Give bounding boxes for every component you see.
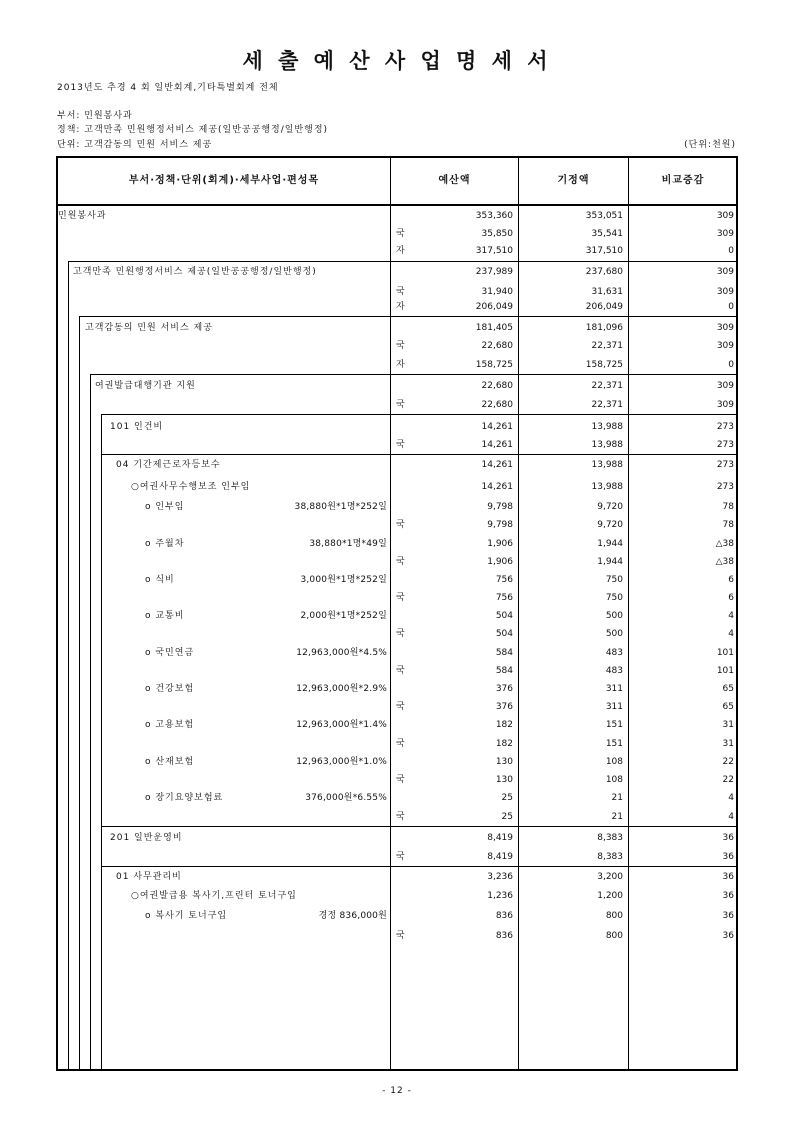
row-separator <box>68 261 738 262</box>
item-label: 01 사무관리비 <box>116 872 182 882</box>
prior-amount: 13,988 <box>591 482 623 492</box>
item-label: o 건강보험 <box>145 684 195 694</box>
difference-amount: 0 <box>728 360 734 370</box>
fund-subtotal-row <box>0 738 794 750</box>
item-label: o 장기요양보험료 <box>145 793 224 803</box>
budget-amount: 206,049 <box>475 302 513 312</box>
calculation-detail: 12,963,000원*1.4% <box>296 720 387 730</box>
budget-amount: 756 <box>495 575 513 585</box>
prior-amount: 1,944 <box>597 539 623 549</box>
prior-amount: 500 <box>605 611 623 621</box>
prior-amount: 181,096 <box>585 323 623 333</box>
difference-amount: 22 <box>722 775 734 785</box>
prior-amount: 311 <box>605 684 623 694</box>
item-label: 101 인건비 <box>110 422 164 432</box>
header-budget: 예산액 <box>438 175 471 186</box>
budget-amount: 8,419 <box>487 852 513 862</box>
budget-amount: 237,989 <box>475 267 513 277</box>
budget-amount: 504 <box>495 629 513 639</box>
budget-item-row <box>0 421 794 433</box>
difference-amount: 36 <box>722 852 734 862</box>
budget-item-row <box>0 459 794 471</box>
difference-amount: 31 <box>722 720 734 730</box>
difference-amount: 273 <box>716 422 734 432</box>
budget-item-row <box>0 481 794 493</box>
fund-subtotal-row <box>0 439 794 451</box>
difference-amount: 309 <box>716 323 734 333</box>
difference-amount: 6 <box>728 593 734 603</box>
prior-amount: 483 <box>605 666 623 676</box>
budget-item-row <box>0 210 794 222</box>
difference-amount: 65 <box>722 702 734 712</box>
fund-subtotal-row <box>0 556 794 568</box>
prior-amount: 108 <box>605 757 623 767</box>
row-separator <box>101 454 738 455</box>
budget-amount: 14,261 <box>481 460 513 470</box>
budget-amount: 22,680 <box>481 400 513 410</box>
item-label: 고객감동의 민원 서비스 제공 <box>85 323 213 333</box>
prior-amount: 9,720 <box>597 502 623 512</box>
prior-amount: 800 <box>605 911 623 921</box>
fund-code: 국 <box>396 229 405 239</box>
difference-amount: 31 <box>722 739 734 749</box>
fund-code: 국 <box>396 931 405 941</box>
item-label: ○여권사무수행보조 인부임 <box>131 482 251 492</box>
fund-code: 국 <box>396 629 405 639</box>
header-divider <box>56 204 738 206</box>
budget-amount: 8,419 <box>487 833 513 843</box>
budget-item-row <box>0 910 794 922</box>
item-label: 민원봉사과 <box>58 211 107 221</box>
policy-line: 정책: 고객만족 민원행정서비스 제공(일반공공행정/일반행정) <box>57 125 329 135</box>
item-label: o 주월차 <box>145 539 185 549</box>
fund-subtotal-row <box>0 628 794 640</box>
prior-amount: 22,371 <box>591 341 623 351</box>
difference-amount: 309 <box>716 211 734 221</box>
budget-amount: 376 <box>495 702 513 712</box>
budget-item-row <box>0 683 794 695</box>
row-separator <box>101 866 738 867</box>
fund-subtotal-row <box>0 811 794 823</box>
calculation-detail: 3,000원*1명*252일 <box>300 575 387 585</box>
fund-subtotal-row <box>0 359 794 371</box>
budget-amount: 31,940 <box>481 287 513 297</box>
difference-amount: 4 <box>728 611 734 621</box>
budget-amount: 14,261 <box>481 482 513 492</box>
difference-amount: 36 <box>722 931 734 941</box>
prior-amount: 21 <box>611 812 623 822</box>
prior-amount: 13,988 <box>591 422 623 432</box>
fiscal-year-subtitle: 2013년도 추경 4 회 일반회계,기타특별회계 전체 <box>57 83 279 93</box>
prior-amount: 750 <box>605 575 623 585</box>
prior-amount: 1,944 <box>597 557 623 567</box>
prior-amount: 8,383 <box>597 833 623 843</box>
budget-amount: 1,906 <box>487 557 513 567</box>
budget-amount: 584 <box>495 666 513 676</box>
prior-amount: 22,371 <box>591 381 623 391</box>
prior-amount: 13,988 <box>591 440 623 450</box>
budget-amount: 756 <box>495 593 513 603</box>
budget-amount: 22,680 <box>481 381 513 391</box>
budget-amount: 3,236 <box>487 872 513 882</box>
budget-amount: 317,510 <box>475 246 513 256</box>
budget-item-row <box>0 574 794 586</box>
difference-amount: 4 <box>728 812 734 822</box>
budget-item-row <box>0 610 794 622</box>
prior-amount: 31,631 <box>591 287 623 297</box>
fund-code: 자 <box>396 302 405 312</box>
prior-amount: 108 <box>605 775 623 785</box>
budget-amount: 376 <box>495 684 513 694</box>
difference-amount: 36 <box>722 911 734 921</box>
difference-amount: 273 <box>716 440 734 450</box>
calculation-detail: 38,880*1명*49일 <box>309 539 387 549</box>
calculation-detail: 376,000원*6.55% <box>305 793 387 803</box>
budget-amount: 9,798 <box>487 520 513 530</box>
budget-amount: 14,261 <box>481 422 513 432</box>
fund-code: 국 <box>396 702 405 712</box>
budget-item-row <box>0 647 794 659</box>
budget-item-row <box>0 832 794 844</box>
item-label: 04 기간제근로자등보수 <box>116 460 221 470</box>
budget-item-row <box>0 871 794 883</box>
fund-subtotal-row <box>0 399 794 411</box>
difference-amount: 36 <box>722 891 734 901</box>
difference-amount: 22 <box>722 757 734 767</box>
fund-code: 국 <box>396 852 405 862</box>
difference-amount: 101 <box>716 666 734 676</box>
budget-item-row <box>0 756 794 768</box>
header-prior: 기정액 <box>557 175 590 186</box>
budget-amount: 130 <box>495 757 513 767</box>
item-label: ○여권발급용 복사기,프린터 토너구입 <box>131 891 297 901</box>
item-label: o 국민연금 <box>145 648 195 658</box>
calculation-detail: 38,880원*1명*252일 <box>294 502 387 512</box>
item-label: 고객만족 민원행정서비스 제공(일반공공행정/일반행정) <box>73 267 317 277</box>
difference-amount: 309 <box>716 400 734 410</box>
fund-code: 국 <box>396 666 405 676</box>
row-separator <box>79 316 738 317</box>
prior-amount: 353,051 <box>585 211 623 221</box>
page-number: - 12 - <box>382 1086 412 1096</box>
header-item: 부서·정책·단위(회계)·세부사업·편성목 <box>128 175 320 186</box>
fund-code: 국 <box>396 287 405 297</box>
item-label: o 식비 <box>145 575 175 585</box>
prior-amount: 1,200 <box>597 891 623 901</box>
budget-item-row <box>0 538 794 550</box>
difference-amount: 0 <box>728 302 734 312</box>
calculation-detail: 2,000원*1명*252일 <box>300 611 387 621</box>
fund-code: 국 <box>396 812 405 822</box>
budget-amount: 1,236 <box>487 891 513 901</box>
difference-amount: 309 <box>716 229 734 239</box>
prior-amount: 3,200 <box>597 872 623 882</box>
difference-amount: 36 <box>722 833 734 843</box>
budget-amount: 9,798 <box>487 502 513 512</box>
fund-code: 자 <box>396 360 405 370</box>
difference-amount: 101 <box>716 648 734 658</box>
budget-amount: 1,906 <box>487 539 513 549</box>
prior-amount: 13,988 <box>591 460 623 470</box>
fund-code: 국 <box>396 593 405 603</box>
row-separator <box>101 826 738 827</box>
difference-amount: 309 <box>716 381 734 391</box>
budget-amount: 504 <box>495 611 513 621</box>
item-label: o 고용보험 <box>145 720 195 730</box>
difference-amount: 4 <box>728 793 734 803</box>
calculation-detail: 경정 836,000원 <box>318 911 387 921</box>
prior-amount: 8,383 <box>597 852 623 862</box>
fund-subtotal-row <box>0 774 794 786</box>
fund-subtotal-row <box>0 301 794 313</box>
budget-item-row <box>0 322 794 334</box>
budget-amount: 836 <box>495 911 513 921</box>
prior-amount: 500 <box>605 629 623 639</box>
prior-amount: 35,541 <box>591 229 623 239</box>
prior-amount: 151 <box>605 739 623 749</box>
fund-subtotal-row <box>0 519 794 531</box>
difference-amount: 78 <box>722 502 734 512</box>
budget-amount: 158,725 <box>475 360 513 370</box>
calculation-detail: 12,963,000원*2.9% <box>296 684 387 694</box>
budget-item-row <box>0 792 794 804</box>
fund-code: 자 <box>396 246 405 256</box>
row-separator <box>101 414 738 415</box>
budget-item-row <box>0 890 794 902</box>
difference-amount: △38 <box>715 557 734 567</box>
budget-amount: 35,850 <box>481 229 513 239</box>
budget-amount: 181,405 <box>475 323 513 333</box>
prior-amount: 9,720 <box>597 520 623 530</box>
difference-amount: △38 <box>715 539 734 549</box>
fund-subtotal-row <box>0 245 794 257</box>
budget-amount: 22,680 <box>481 341 513 351</box>
budget-amount: 836 <box>495 931 513 941</box>
currency-unit-note: (단위:천원) <box>684 140 736 150</box>
item-label: o 복사기 토너구입 <box>145 911 228 921</box>
prior-amount: 21 <box>611 793 623 803</box>
difference-amount: 273 <box>716 460 734 470</box>
budget-amount: 25 <box>501 812 513 822</box>
budget-item-row <box>0 501 794 513</box>
budget-amount: 584 <box>495 648 513 658</box>
fund-code: 국 <box>396 557 405 567</box>
budget-amount: 182 <box>495 720 513 730</box>
calculation-detail: 12,963,000원*4.5% <box>296 648 387 658</box>
item-label: 여권발급대행기관 지원 <box>95 381 196 391</box>
prior-amount: 483 <box>605 648 623 658</box>
fund-code: 국 <box>396 440 405 450</box>
budget-item-row <box>0 380 794 392</box>
prior-amount: 151 <box>605 720 623 730</box>
row-separator <box>90 374 738 375</box>
budget-amount: 14,261 <box>481 440 513 450</box>
difference-amount: 78 <box>722 520 734 530</box>
budget-amount: 353,360 <box>475 211 513 221</box>
difference-amount: 6 <box>728 575 734 585</box>
unit-line: 단위: 고객감동의 민원 서비스 제공 <box>57 140 213 150</box>
fund-code: 국 <box>396 520 405 530</box>
fund-subtotal-row <box>0 286 794 298</box>
calculation-detail: 12,963,000원*1.0% <box>296 757 387 767</box>
prior-amount: 206,049 <box>585 302 623 312</box>
difference-amount: 36 <box>722 872 734 882</box>
fund-subtotal-row <box>0 592 794 604</box>
item-label: o 인부임 <box>145 502 185 512</box>
difference-amount: 309 <box>716 267 734 277</box>
header-diff: 비교증감 <box>661 175 705 186</box>
prior-amount: 750 <box>605 593 623 603</box>
fund-subtotal-row <box>0 340 794 352</box>
budget-item-row <box>0 266 794 278</box>
page-title: 세 출 예 산 사 업 명 세 서 <box>242 49 552 73</box>
budget-item-row <box>0 719 794 731</box>
fund-code: 국 <box>396 400 405 410</box>
fund-subtotal-row <box>0 665 794 677</box>
item-label: o 교통비 <box>145 611 185 621</box>
fund-code: 국 <box>396 739 405 749</box>
item-label: 201 일반운영비 <box>110 833 183 843</box>
difference-amount: 65 <box>722 684 734 694</box>
difference-amount: 309 <box>716 287 734 297</box>
prior-amount: 317,510 <box>585 246 623 256</box>
fund-code: 국 <box>396 775 405 785</box>
fund-subtotal-row <box>0 701 794 713</box>
difference-amount: 273 <box>716 482 734 492</box>
prior-amount: 237,680 <box>585 267 623 277</box>
difference-amount: 309 <box>716 341 734 351</box>
fund-subtotal-row <box>0 228 794 240</box>
difference-amount: 0 <box>728 246 734 256</box>
prior-amount: 800 <box>605 931 623 941</box>
budget-amount: 130 <box>495 775 513 785</box>
budget-amount: 182 <box>495 739 513 749</box>
fund-code: 국 <box>396 341 405 351</box>
prior-amount: 311 <box>605 702 623 712</box>
prior-amount: 22,371 <box>591 400 623 410</box>
prior-amount: 158,725 <box>585 360 623 370</box>
department-line: 부서: 민원봉사과 <box>57 111 133 121</box>
fund-subtotal-row <box>0 851 794 863</box>
fund-subtotal-row <box>0 930 794 942</box>
budget-amount: 25 <box>501 793 513 803</box>
difference-amount: 4 <box>728 629 734 639</box>
item-label: o 산재보험 <box>145 757 195 767</box>
